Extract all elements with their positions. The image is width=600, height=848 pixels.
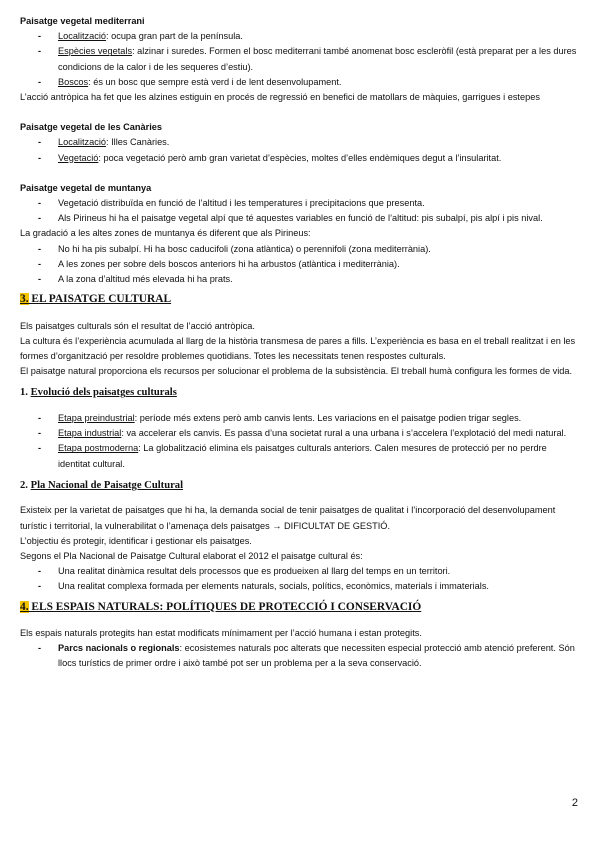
list-item: - A la zona d’altitud més elevada hi ha prats. bbox=[38, 274, 233, 285]
subheading-2: 2. Pla Nacional de Paisatge Cultural bbox=[20, 479, 184, 491]
list-item: - Parcs nacionals o regionals: ecosistemes naturals poc alterats que necessiten especial protecció amb atenció preferent. Són llocs turístics de primer ordre i això també pot ser un problema per a la seva conservació. bbox=[38, 643, 575, 669]
paragraph: La gradació a les altes zones de muntanya és diferent que als Pirineus: bbox=[20, 228, 311, 239]
list-item: - Vegetació distribuïda en funció de l’altitud i les temperatures i precipitacions que presenta. bbox=[38, 198, 425, 209]
list-item: - No hi ha pis subalpí. Hi ha bosc caducifoli (zona atlàntica) o perennifoli (zona mediterrània). bbox=[38, 243, 431, 254]
list-item: - Etapa postmoderna: La globalització elimina els paisatges culturals anteriors. Calen mesures de protecció per no perdre identitat cultural. bbox=[38, 443, 547, 469]
page-content bbox=[20, 14, 580, 672]
list-item: - Una realitat dinàmica resultat dels processos que es produeixen al llarg del temps en un territori. bbox=[38, 566, 451, 577]
page-number: 2 bbox=[571, 797, 578, 809]
heading-veg-canaries: Paisatge vegetal de les Canàries bbox=[20, 122, 162, 133]
heading-veg-muntanya: Paisatge vegetal de muntanya bbox=[20, 182, 152, 193]
list-item: - Als Pirineus hi ha el paisatge vegetal alpí que té aquestes variables en funció de l’altitud: pis subalpí, pis alpí i pis nival. bbox=[38, 213, 543, 224]
paragraph: La cultura és l’experiència acumulada al llarg de la història transmesa de pares a fills. L’experiència es basa en el treball realitzat i en les formes d’organització per resoldre problemes quotidians. Totes les necessitats tenen respostes culturals. bbox=[20, 335, 576, 362]
paragraph: Els paisatges culturals són el resultat de l’acció antròpica. bbox=[20, 320, 255, 331]
list-item: - Vegetació: poca vegetació però amb gran varietat d’espècies, moltes d’elles endèmiques degut a l’insularitat. bbox=[38, 152, 502, 163]
paragraph: L’acció antròpica ha fet que les alzines estiguin en procés de regressió en benefici de matollars de màquies, garrigues i estepes bbox=[20, 92, 540, 103]
section-heading-4: 4. ELS ESPAIS NATURALS: POLÍTIQUES DE PROTECCIÓ I CONSERVACIÓ bbox=[20, 600, 422, 613]
heading-veg-mediterrani: Paisatge vegetal mediterrani bbox=[20, 16, 145, 26]
list-item: - Espècies vegetals: alzinar i suredes. Formen el bosc mediterrani també anomenat bosc escleròfil (està preparat per a les dures condicions de la calor i de les sequeres d’estiu). bbox=[38, 46, 577, 72]
list-item: - Etapa industrial: va accelerar els canvis. Es passa d’una societat rural a una urbana i s’accelera l’explotació del medi natural. bbox=[38, 428, 567, 439]
paragraph: L’objectiu és protegir, identificar i gestionar els paisatges. bbox=[20, 535, 252, 546]
paragraph: El paisatge natural proporciona els recursos per solucionar el problema de la subsistència. El treball humà configura les formes de vida. bbox=[20, 366, 573, 377]
subheading-1: 1. Evolució dels paisatges culturals bbox=[20, 387, 177, 399]
paragraph: Segons el Pla Nacional de Paisatge Cultural elaborat el 2012 el paisatge cultural és: bbox=[20, 551, 363, 562]
list-item: - Localització: Illes Canàries. bbox=[38, 137, 170, 148]
list-item: - Boscos: és un bosc que sempre està verd i de lent desenvolupament. bbox=[38, 76, 342, 87]
section-heading-3: 3. EL PAISATGE CULTURAL bbox=[20, 293, 172, 306]
list-item: - Localització: ocupa gran part de la península. bbox=[38, 31, 243, 42]
paragraph: Els espais naturals protegits han estat modificats mínimament per l’acció humana i estan protegits. bbox=[20, 628, 422, 639]
paragraph: Existeix per la varietat de paisatges que hi ha, la demanda social de tenir paisatges de qualitat i l’incorporació del desenvolupament turístic i territorial, la vulnerabilitat o l’amenaça dels paisatges → DIFICULTAT DE GESTIÓ. bbox=[20, 505, 556, 531]
list-item: - Etapa preindustrial: període més extens però amb canvis lents. Les variacions en el paisatge podien trigar segles. bbox=[38, 413, 522, 424]
list-item: - A les zones per sobre dels boscos anteriors hi ha arbustos (atlàntica i mediterrània). bbox=[38, 258, 400, 269]
list-item: - Una realitat complexa formada per elements naturals, socials, polítics, econòmics, materials i immaterials. bbox=[38, 581, 489, 592]
